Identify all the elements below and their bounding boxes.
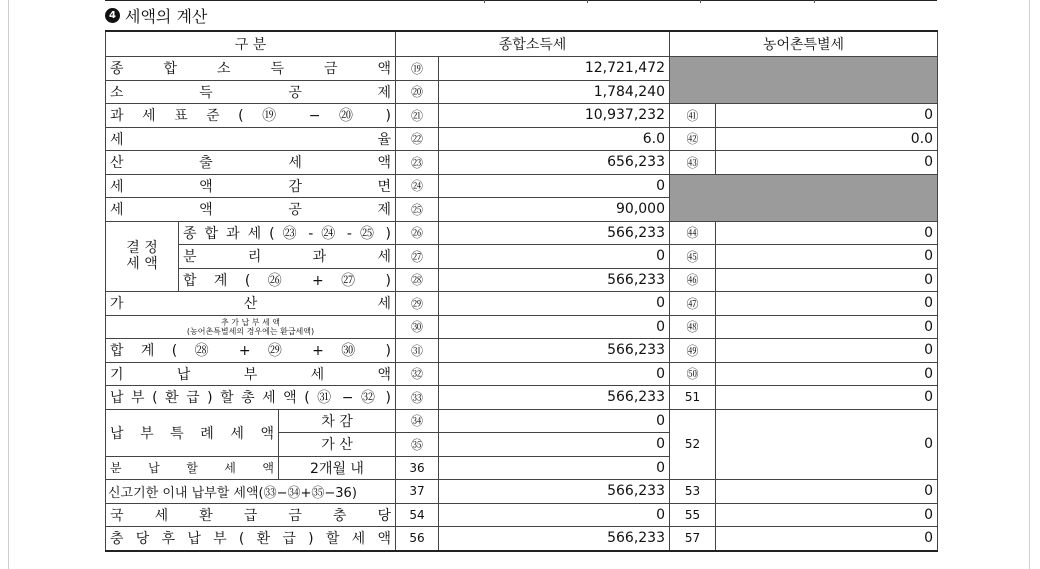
section-title: 세액의 계산 [125,6,208,26]
row-label: 분 리 과 세 [179,245,396,269]
row-label: 종 합 소 득 금 액 [106,57,396,81]
row-number: 37 [396,480,439,504]
rural-tax-value: 0.0 [716,127,938,151]
table-header-row [106,31,938,57]
income-tax-value: 0 [439,409,670,433]
rural-row-number: ㊽ [670,315,716,339]
row-number: ㉓ [396,151,439,175]
row-label: 합 계 ( ㉖ + ㉗ ) [179,268,396,292]
income-tax-value: 10,937,232 [439,104,670,128]
row-number: ⑲ [396,57,439,81]
row-label: 소 득 공 제 [106,80,396,104]
table-row [106,174,938,198]
table-row [106,503,938,527]
income-tax-value: 566,233 [439,268,670,292]
section-number-icon: 4 [105,8,120,23]
header-income-tax: 종합소득세 [396,31,670,57]
rural-tax-value: 0 [716,292,938,316]
rural-row-number: ㊸ [670,151,716,175]
row-number: ㉔ [396,174,439,198]
income-tax-value: 566,233 [439,386,670,410]
table-row [106,221,938,245]
income-tax-value: 656,233 [439,151,670,175]
table-row [106,292,938,316]
income-tax-value: 0 [439,503,670,527]
row-number: ㉛ [396,339,439,363]
determined-tax-group-label [106,221,179,292]
sub-label-add: 가 산 [279,433,396,457]
row-number: 54 [396,503,439,527]
table-row [106,386,938,410]
row-label: 충 당 후 납 부 ( 환 급 ) 할 세 액 [106,527,396,551]
rural-row-number: ㊺ [670,245,716,269]
group-label-line: 결 정 [126,240,158,257]
rural-tax-value: 0 [716,268,938,292]
row-label: 세 율 [106,127,396,151]
income-tax-value: 566,233 [439,527,670,551]
page-right-edge [1029,0,1030,569]
table-row [106,362,938,386]
table-row [106,245,938,269]
table-row [106,151,938,175]
rural-tax-value: 0 [716,221,938,245]
row-label-note: (농어촌특별세의 경우에는 환급세액) [186,326,315,336]
table-row [106,409,938,433]
income-tax-value: 0 [439,245,670,269]
row-label: 가 산 세 [106,292,396,316]
rural-tax-value: 0 [716,386,938,410]
row-label: 합 계 ( ㉘ + ㉙ + ㉚ ) [106,339,396,363]
top-column-stub [484,0,485,3]
row-label: 세 액 공 제 [106,198,396,222]
row-number: ⑳ [396,80,439,104]
rural-row-number: ㊾ [670,339,716,363]
row-number: 56 [396,527,439,551]
rural-row-number: ㊻ [670,268,716,292]
rural-row-number: 55 [670,503,716,527]
row-label: 세 액 감 면 [106,174,396,198]
row-label: 분 납 할 세 액 [106,456,279,480]
shaded-cell [670,174,938,221]
row-label: 과 세 표 준 ( ⑲ − ⑳ ) [106,104,396,128]
rural-row-number: ㊼ [670,292,716,316]
table-row [106,339,938,363]
rural-tax-value: 0 [716,503,938,527]
row-number: ㉙ [396,292,439,316]
header-category: 구 분 [106,31,396,57]
row-label-line: 추 가 납 부 세 액 [220,317,281,327]
top-rule [105,0,937,1]
rural-tax-value: 0 [716,480,938,504]
row-number: ㉜ [396,362,439,386]
rural-row-number: 57 [670,527,716,551]
row-number: ㉑ [396,104,439,128]
rural-tax-value: 0 [716,245,938,269]
income-tax-value: 12,721,472 [439,57,670,81]
shaded-cell [670,57,938,104]
income-tax-value: 6.0 [439,127,670,151]
section-heading [105,4,207,26]
row-number: ㉝ [396,386,439,410]
row-number: ㉒ [396,127,439,151]
row-number: ㉗ [396,245,439,269]
header-rural-tax: 농어촌특별세 [670,31,938,57]
rural-row-number: 51 [670,386,716,410]
rural-row-number: ㊿ [670,362,716,386]
table-row [106,480,938,504]
table-row [106,527,938,551]
rural-row-number: ㊷ [670,127,716,151]
rural-tax-value: 0 [716,104,938,128]
rural-row-number: ㊶ [670,104,716,128]
rural-row-number: 53 [670,480,716,504]
row-number: 36 [396,456,439,480]
top-column-stub [587,0,588,3]
tax-calculation-table [105,30,938,552]
group-label-line: 세 액 [126,256,158,273]
income-tax-value: 0 [439,315,670,339]
income-tax-value: 1,784,240 [439,80,670,104]
income-tax-value: 0 [439,362,670,386]
table-row [106,315,938,339]
row-label: 신고기한 이내 납부할 세액(㉝−㉞+㉟−36) [106,480,396,504]
row-number: ㉖ [396,221,439,245]
income-tax-value: 566,233 [439,339,670,363]
row-label: 기 납 부 세 액 [106,362,396,386]
income-tax-value: 566,233 [439,480,670,504]
row-label: 산 출 세 액 [106,151,396,175]
page-left-edge [8,0,9,569]
income-tax-value: 90,000 [439,198,670,222]
special-tax-label: 납 부 특 례 세 액 [106,409,279,456]
row-number: ㉘ [396,268,439,292]
row-label: 종 합 과 세 ( ㉓ - ㉔ - ㉕ ) [179,221,396,245]
rural-tax-value: 0 [716,315,938,339]
rural-row-number: ㊹ [670,221,716,245]
row-number: ㉟ [396,433,439,457]
rural-tax-value: 0 [716,362,938,386]
row-number: ㉕ [396,198,439,222]
sub-label-period: 2개월 내 [279,456,396,480]
row-label: 국 세 환 급 금 충 당 [106,503,396,527]
table-row [106,57,938,81]
income-tax-value: 566,233 [439,221,670,245]
table-row [106,268,938,292]
row-label [106,315,396,339]
row-number: ㉞ [396,409,439,433]
income-tax-value: 0 [439,433,670,457]
rural-row-number: 52 [670,409,716,480]
table-row [106,127,938,151]
top-column-stub [700,0,701,3]
income-tax-value: 0 [439,456,670,480]
rural-tax-value: 0 [716,151,938,175]
row-number: ㉚ [396,315,439,339]
rural-tax-value: 0 [716,339,938,363]
income-tax-value: 0 [439,292,670,316]
rural-tax-value: 0 [716,527,938,551]
row-label: 납 부 ( 환 급 ) 할 총 세 액 ( ㉛ − ㉜ ) [106,386,396,410]
table-row [106,104,938,128]
income-tax-value: 0 [439,174,670,198]
sub-label-deduct: 차 감 [279,409,396,433]
rural-tax-value: 0 [716,409,938,480]
top-column-stub [814,0,815,3]
